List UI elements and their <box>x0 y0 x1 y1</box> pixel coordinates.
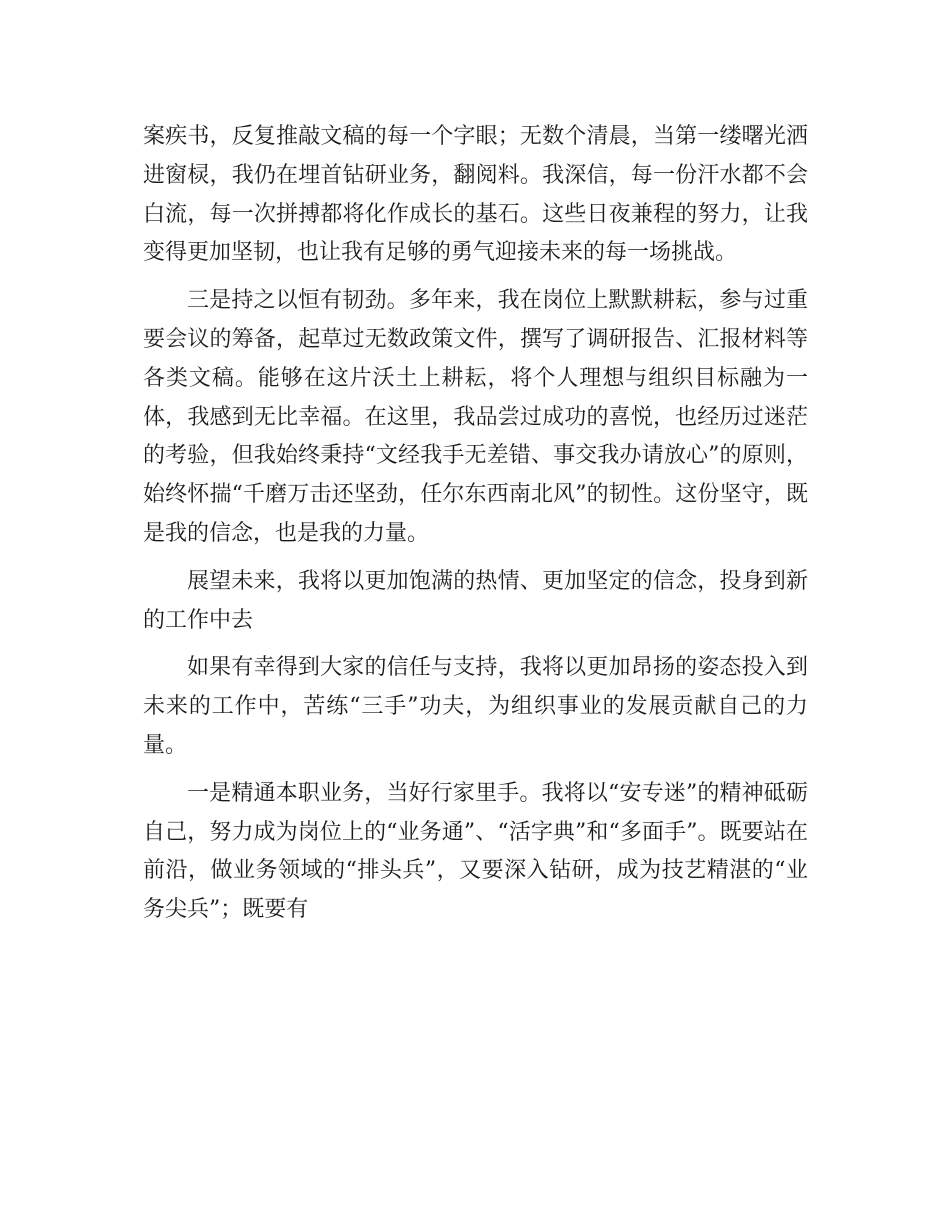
paragraph-perseverance: 三是持之以恒有韧劲。多年来，我在岗位上默默耕耘，参与过重要会议的筹备，起草过无数政策文件，撰写了调研报告、汇报材料等各类文稿。能够在这片沃土上耕耘，将个人理想与组织目标融为一体，我感到无比幸福。在这里，我品尝过成功的喜悦，也经历过迷茫的考验，但我始终秉持“文经我手无差错、事交我办请放心”的原则，始终怀揣“千磨万击还坚劲，任尔东西南北风”的韧性。这份坚守，既是我的信念，也是我的力量。 <box>143 288 808 546</box>
paragraph-expertise: 一是精通本职业务，当好行家里手。我将以“安专迷”的精神砥砺自己，努力成为岗位上的“业务通”、“活字典”和“多面手”。既要站在前沿，做业务领域的“排头兵”，又要深入钻研，成为技艺精湛的“业务尖兵”；既要有 <box>143 780 808 923</box>
paragraph-commitment: 如果有幸得到大家的信任与支持，我将以更加昂扬的姿态投入到未来的工作中，苦练“三手”功夫，为组织事业的发展贡献自己的力量。 <box>143 655 808 758</box>
document-body <box>143 118 808 939</box>
paragraph-outlook: 展望未来，我将以更加饱满的热情、更加坚定的信念，投身到新的工作中去 <box>143 568 808 633</box>
paragraph-continuation: 案疾书，反复推敲文稿的每一个字眼；无数个清晨，当第一缕曙光洒进窗棂，我仍在埋首钻研业务，翻阅料。我深信，每一份汗水都不会白流，每一次拼搏都将化作成长的基石。这些日夜兼程的努力，让我变得更加坚韧，也让我有足够的勇气迎接未来的每一场挑战。 <box>143 124 808 266</box>
